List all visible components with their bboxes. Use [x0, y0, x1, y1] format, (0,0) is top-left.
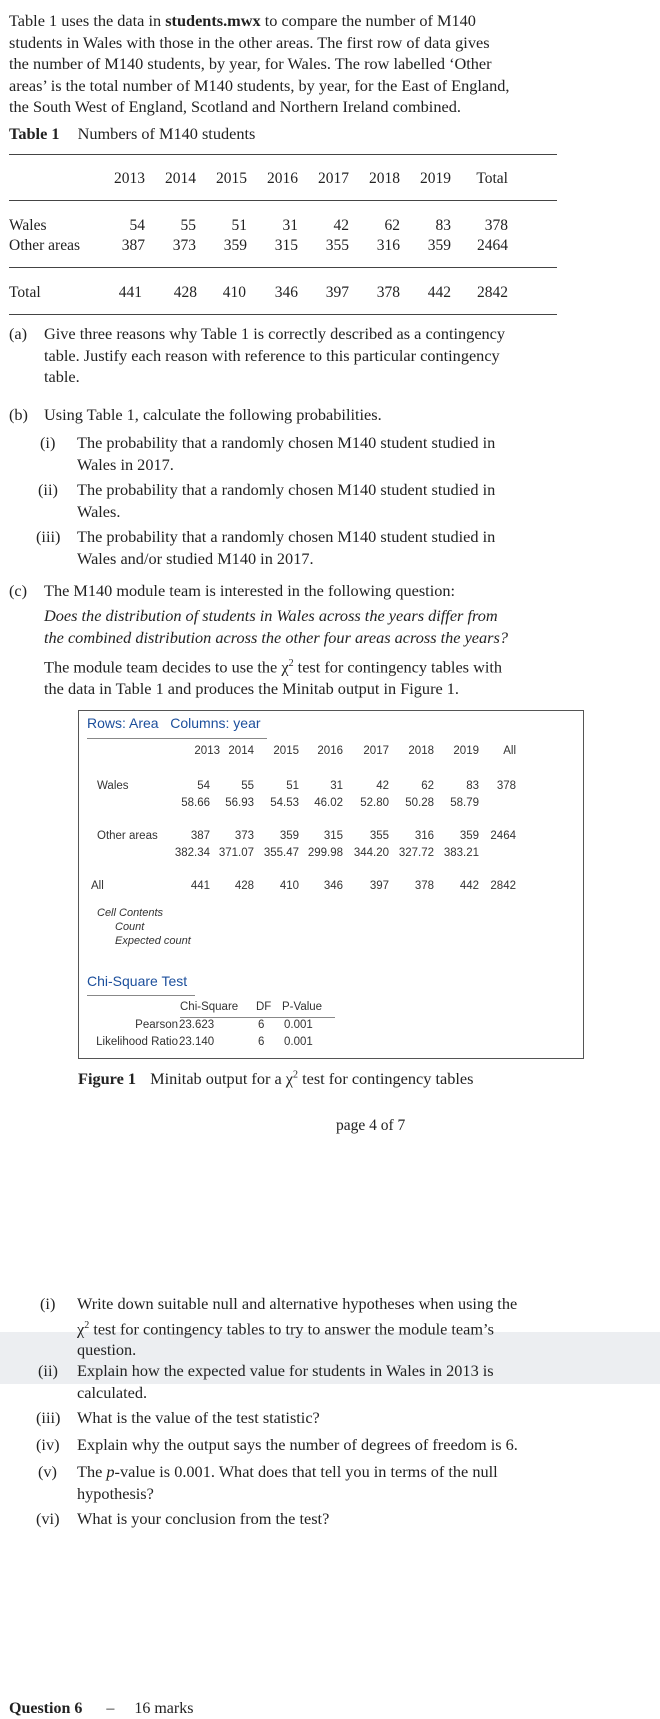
part-b-i-text: The probability that a randomly chosen M140 student studied in Wales in 2017. — [77, 433, 496, 474]
mt-header: 2015 — [273, 745, 299, 757]
t1-cell: 359 — [427, 237, 451, 254]
c-v-text: The p-value is 0.001. What does that tell you in terms of the null hypothesis? — [77, 1462, 498, 1503]
mt-count: 2842 — [490, 880, 516, 892]
chi-header-rule — [180, 1017, 335, 1018]
t1-header: Total — [476, 170, 508, 187]
mt-expected: 46.02 — [314, 797, 343, 809]
chi-header: Chi-Square — [180, 1001, 239, 1013]
c-ii-num: (ii) — [38, 1361, 58, 1380]
c-iv-text: Explain why the output says the number of degrees of freedom is 6. — [77, 1435, 518, 1454]
mt-expected: 56.93 — [225, 797, 254, 809]
chi-square-title: Chi-Square Test — [87, 973, 188, 989]
t1-cell: 62 — [384, 217, 400, 234]
mt-header: 2014 — [228, 745, 254, 757]
mt-count: 441 — [190, 880, 210, 892]
c-iii-text: What is the value of the test statistic? — [77, 1408, 320, 1427]
mt-count: 355 — [369, 830, 389, 842]
part-a-label: (a) — [9, 324, 28, 343]
t1-cell: 31 — [282, 217, 298, 234]
mt-count: 316 — [414, 830, 434, 842]
mt-expected: 54.53 — [270, 797, 299, 809]
t1-cell: 387 — [121, 237, 145, 254]
mt-count: 51 — [286, 780, 299, 792]
c-iv-num: (iv) — [36, 1435, 60, 1454]
mt-header: 2018 — [408, 745, 434, 757]
figure-caption: Figure 1 Minitab output for a $\chi^2$ test for contingency tables — [78, 1069, 474, 1088]
t1-cell: 397 — [325, 284, 349, 301]
mt-count: 397 — [369, 880, 389, 892]
mt-count: 373 — [234, 830, 254, 842]
chi-square-title-rule — [87, 995, 195, 996]
t1-cell: 2464 — [477, 237, 508, 254]
mt-expected: 52.80 — [360, 797, 389, 809]
mt-count: 315 — [323, 830, 343, 842]
mt-count: 62 — [421, 780, 434, 792]
t1-header: 2019 — [420, 170, 451, 187]
chi-header: DF — [256, 1001, 272, 1013]
intro-paragraph — [9, 10, 649, 118]
t1-row-label: Wales — [9, 217, 47, 234]
part-c-decision: The module team decides to use the $\chi^2$ test for contingency tables with the data in Table 1 and produces the Minitab output in Figure 1. — [44, 657, 503, 698]
t1-cell: 315 — [274, 237, 298, 254]
part-b-iii-num: (iii) — [36, 527, 61, 546]
mt-count: 378 — [414, 880, 434, 892]
mt-row-label: Wales — [97, 780, 129, 792]
part-b-ii-num: (ii) — [38, 480, 58, 499]
intro-line-3: the number of M140 students, by year, for Wales. The row labelled ‘Other — [9, 54, 492, 73]
c-v-num: (v) — [38, 1462, 57, 1481]
mt-count: 359 — [279, 830, 299, 842]
chi-p: 0.001 — [284, 1019, 313, 1031]
mt-count: 378 — [496, 780, 516, 792]
t1-cell: 428 — [173, 284, 197, 301]
table1-top-rule — [9, 154, 557, 155]
chi-value: 23.140 — [179, 1036, 215, 1048]
page-number: page 4 of 7 — [336, 1117, 406, 1134]
part-c-question: Does the distribution of students in Wales across the years differ from the combined distribution across the other four areas across the years? — [44, 606, 508, 647]
table1-bottom-rule — [9, 314, 557, 315]
mt-count: 359 — [459, 830, 479, 842]
t1-cell: 373 — [172, 237, 196, 254]
part-c-text: The M140 module team is interested in the following question: — [44, 581, 456, 600]
mt-expected: 50.28 — [405, 797, 434, 809]
mt-header: All — [503, 745, 516, 757]
t1-cell: 316 — [376, 237, 400, 254]
t1-header: 2016 — [267, 170, 298, 187]
mt-expected: 382.34 — [174, 847, 210, 859]
chi-p: 0.001 — [284, 1036, 313, 1048]
mt-count: 31 — [330, 780, 343, 792]
mt-header: 2013 — [194, 745, 220, 757]
mt-cell-contents: Cell Contents Count Expected count — [97, 907, 191, 947]
mt-expected: 58.79 — [450, 797, 479, 809]
intro-line-4: areas’ is the total number of M140 students, by year, for the East of England, — [9, 75, 510, 95]
mt-count: 55 — [241, 780, 254, 792]
mt-count: 2464 — [490, 830, 516, 842]
chi-df: 6 — [258, 1019, 265, 1031]
t1-cell: 441 — [118, 284, 142, 301]
chi-value: 23.623 — [179, 1019, 215, 1031]
c-vi-num: (vi) — [36, 1509, 60, 1528]
part-a-text: Give three reasons why Table 1 is correctly described as a contingency table. Justify each reason with reference to this particular contingency table. — [44, 324, 506, 386]
mt-expected: 344.20 — [353, 847, 389, 859]
minitab-rows-cols-title: Rows: Area Columns: year — [87, 715, 261, 731]
table1-title: Numbers of M140 students — [77, 124, 256, 143]
t1-row-label: Total — [9, 284, 41, 301]
table1-label: Table 1 — [9, 124, 60, 143]
part-b-iii-text: The probability that a randomly chosen M140 student studied in Wales and/or studied M140 in 2017. — [77, 527, 496, 568]
mt-expected: 299.98 — [307, 847, 343, 859]
mt-expected: 58.66 — [181, 797, 210, 809]
t1-cell: 83 — [435, 217, 451, 234]
t1-cell: 42 — [333, 217, 349, 234]
next-question-header: Question 6 – 16 marks — [9, 1700, 194, 1717]
mt-header: 2017 — [363, 745, 389, 757]
mt-count: 442 — [459, 880, 479, 892]
part-b-ii-text: The probability that a randomly chosen M140 student studied in Wales. — [77, 480, 496, 521]
chi-row-name: Likelihood Ratio — [96, 1036, 178, 1048]
t1-cell: 346 — [274, 284, 298, 301]
mt-count: 346 — [323, 880, 343, 892]
table1-caption — [9, 124, 255, 144]
table1-total-rule — [9, 267, 557, 268]
chi-header: P-Value — [282, 1001, 323, 1013]
c-i-text: Write down suitable null and alternative hypotheses when using the $\chi^2$ test for contingency tables to try to answer the module team’s question. — [77, 1294, 518, 1360]
t1-cell: 355 — [325, 237, 349, 254]
mt-count: 54 — [197, 780, 210, 792]
mt-count: 410 — [279, 880, 299, 892]
t1-header: 2015 — [216, 170, 247, 187]
t1-cell: 55 — [180, 217, 196, 234]
part-b-text: Using Table 1, calculate the following probabilities. — [44, 405, 382, 424]
chi-row-name: Pearson — [135, 1019, 178, 1031]
t1-header: 2017 — [318, 170, 349, 187]
c-vi-text: What is your conclusion from the test? — [77, 1509, 330, 1528]
minitab-header-rule — [87, 738, 267, 739]
t1-cell: 442 — [427, 284, 451, 301]
t1-cell: 2842 — [477, 284, 508, 301]
c-iii-num: (iii) — [36, 1408, 61, 1427]
mt-row-label: All — [91, 880, 104, 892]
t1-cell: 51 — [231, 217, 247, 234]
t1-cell: 378 — [376, 284, 400, 301]
t1-cell: 54 — [129, 217, 145, 234]
t1-row-label: Other areas — [9, 237, 80, 254]
mt-row-label: Other areas — [97, 830, 158, 842]
data-filename: students.mwx — [165, 11, 261, 30]
t1-header: 2018 — [369, 170, 400, 187]
mt-count: 428 — [234, 880, 254, 892]
part-c-label: (c) — [9, 581, 28, 600]
mt-expected: 355.47 — [263, 847, 299, 859]
t1-header: 2014 — [165, 170, 196, 187]
mt-count: 42 — [376, 780, 389, 792]
intro-line-5: the South West of England, Scotland and Northern Ireland combined. — [9, 97, 461, 116]
intro-line-2: students in Wales with those in the other areas. The first row of data gives — [9, 32, 490, 52]
c-i-num: (i) — [40, 1294, 56, 1313]
mt-expected: 327.72 — [398, 847, 434, 859]
mt-count: 83 — [466, 780, 479, 792]
part-b-i-num: (i) — [40, 433, 56, 452]
t1-cell: 378 — [484, 217, 508, 234]
mt-header: 2019 — [453, 745, 479, 757]
table1-header-rule — [9, 200, 557, 201]
part-b-label: (b) — [9, 405, 28, 424]
t1-header: 2013 — [114, 170, 145, 187]
c-ii-text: Explain how the expected value for students in Wales in 2013 is calculated. — [77, 1361, 494, 1402]
mt-count: 387 — [190, 830, 210, 842]
mt-expected: 371.07 — [218, 847, 254, 859]
chi-df: 6 — [258, 1036, 265, 1048]
figure-label: Figure 1 — [78, 1069, 137, 1088]
mt-expected: 383.21 — [443, 847, 479, 859]
intro-line-1: Table 1 uses the data in students.mwx to compare the number of M140 — [9, 11, 476, 30]
t1-cell: 359 — [223, 237, 247, 254]
mt-header: 2016 — [317, 745, 343, 757]
t1-cell: 410 — [222, 284, 246, 301]
